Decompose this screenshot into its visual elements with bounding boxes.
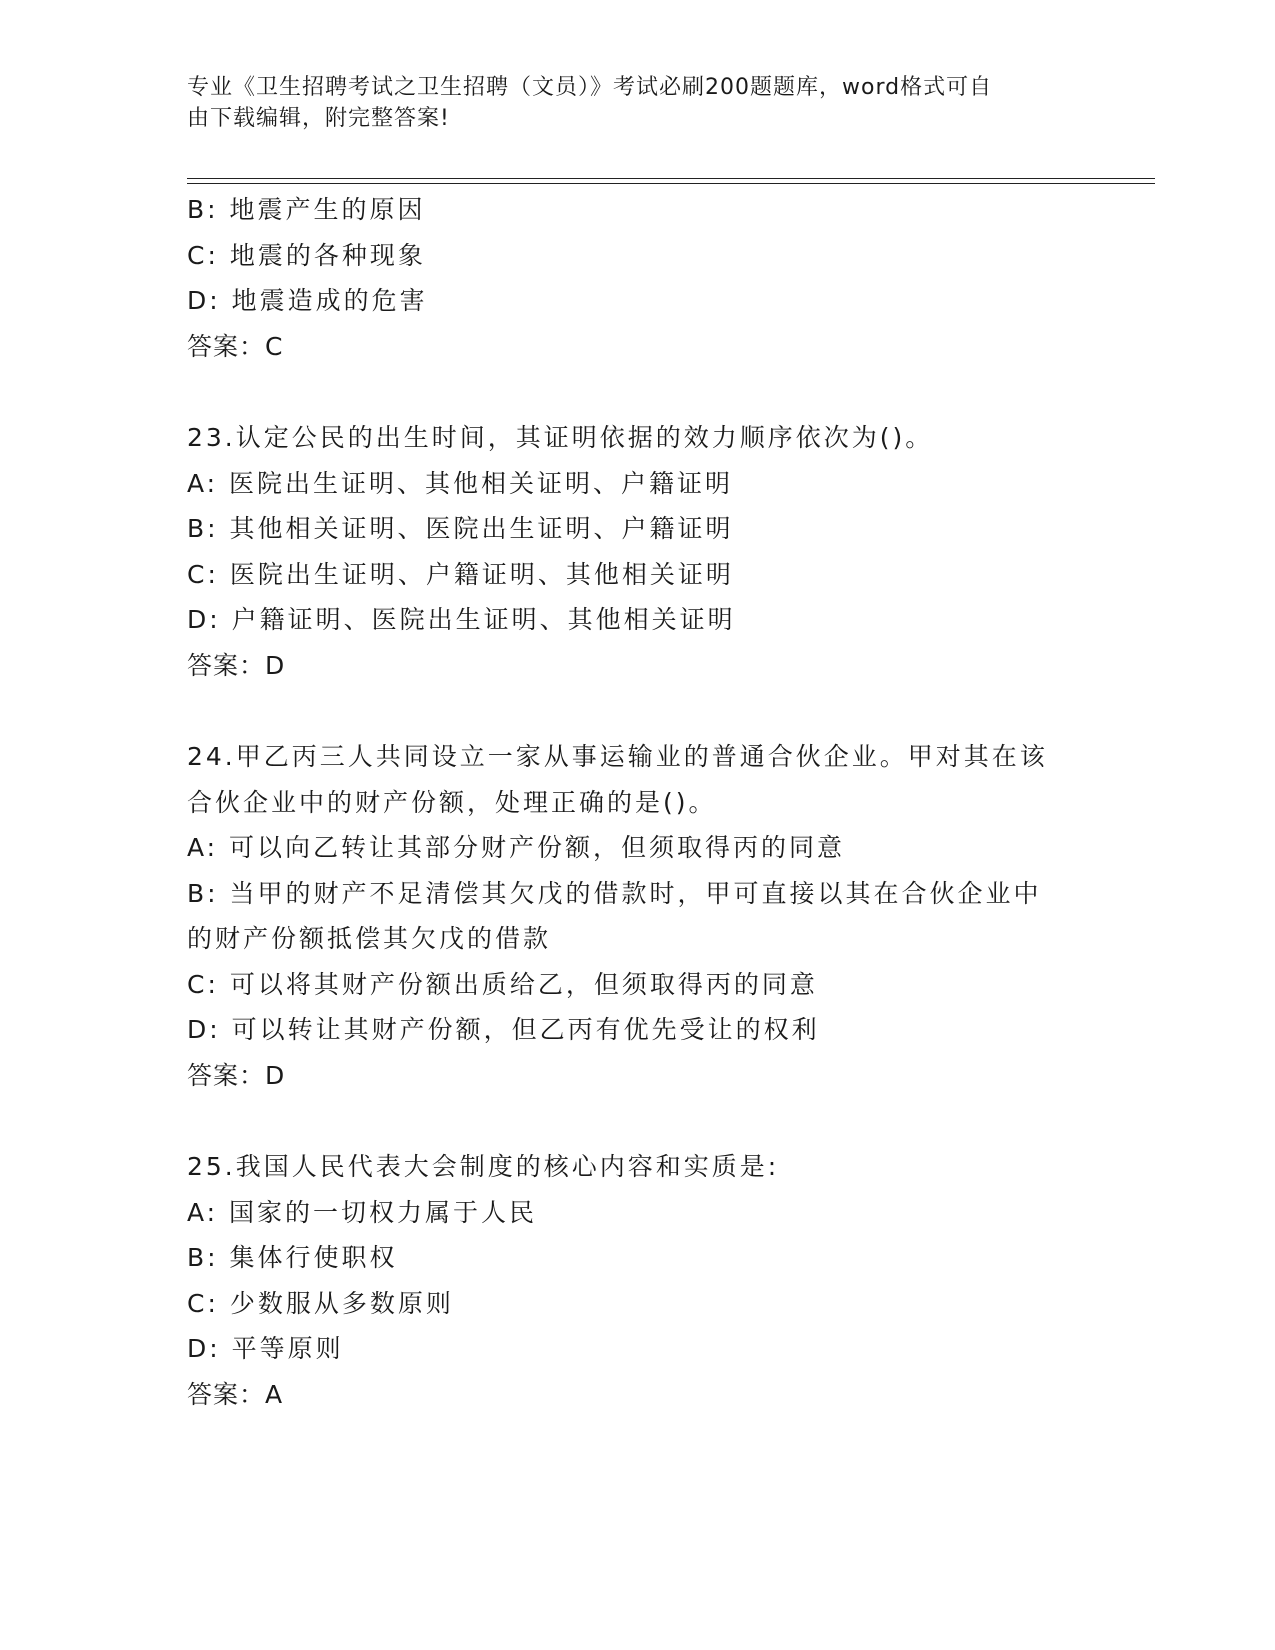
header-line-2: 由下载编辑，附完整答案!	[187, 106, 450, 131]
answer: 答案：A	[187, 1379, 284, 1409]
option-b-line-2: 的财产份额抵偿其欠戊的借款	[187, 924, 552, 953]
answer: 答案：D	[187, 650, 286, 680]
option-a: A: 可以向乙转让其部分财产份额，但须取得丙的同意	[187, 833, 846, 862]
option-b-line-1: B: 当甲的财产不足清偿其欠戊的借款时，甲可直接以其在合伙企业中	[187, 878, 1042, 908]
option-a: A: 国家的一切权力属于人民	[187, 1197, 538, 1227]
header-line-1: 专业《卫生招聘考试之卫生招聘（文员）》考试必刷200题题库，word格式可自	[187, 75, 993, 100]
question-stem-line-1: 24.甲乙丙三人共同设立一家从事运输业的普通合伙企业。甲对其在该	[187, 742, 1048, 771]
spacer	[187, 1098, 1087, 1144]
answer: 答案：D	[187, 1060, 286, 1090]
option-b: B: 集体行使职权	[187, 1243, 398, 1272]
question-content	[187, 187, 1087, 1417]
option-d: D: 平等原则	[187, 1334, 344, 1363]
option-d: D: 户籍证明、医院出生证明、其他相关证明	[187, 605, 736, 634]
answer: 答案：C	[187, 331, 284, 361]
question-stem: 25.我国人民代表大会制度的核心内容和实质是:	[187, 1152, 780, 1181]
question-stem-line-2: 合伙企业中的财产份额，处理正确的是()。	[187, 787, 717, 817]
document-header	[187, 72, 1067, 134]
option-d: D: 可以转让其财产份额，但乙丙有优先受让的权利	[187, 1015, 820, 1044]
option-c: C: 地震的各种现象	[187, 240, 426, 270]
question-22-block	[187, 187, 1087, 369]
question-stem: 23.认定公民的出生时间，其证明依据的效力顺序依次为()。	[187, 423, 934, 452]
option-b: B: 其他相关证明、医院出生证明、户籍证明	[187, 514, 734, 543]
question-25-block	[187, 1144, 1087, 1417]
option-c: C: 医院出生证明、户籍证明、其他相关证明	[187, 559, 734, 589]
question-24-block	[187, 734, 1087, 1098]
option-a: A: 医院出生证明、其他相关证明、户籍证明	[187, 468, 734, 498]
header-divider-top	[187, 178, 1155, 179]
spacer	[187, 369, 1087, 415]
option-d: D: 地震造成的危害	[187, 286, 428, 315]
header-divider-bottom	[187, 183, 1155, 184]
option-b: B: 地震产生的原因	[187, 195, 426, 224]
option-c: C: 少数服从多数原则	[187, 1288, 454, 1318]
spacer	[187, 688, 1087, 734]
option-c: C: 可以将其财产份额出质给乙，但须取得丙的同意	[187, 969, 818, 999]
question-23-block	[187, 415, 1087, 688]
